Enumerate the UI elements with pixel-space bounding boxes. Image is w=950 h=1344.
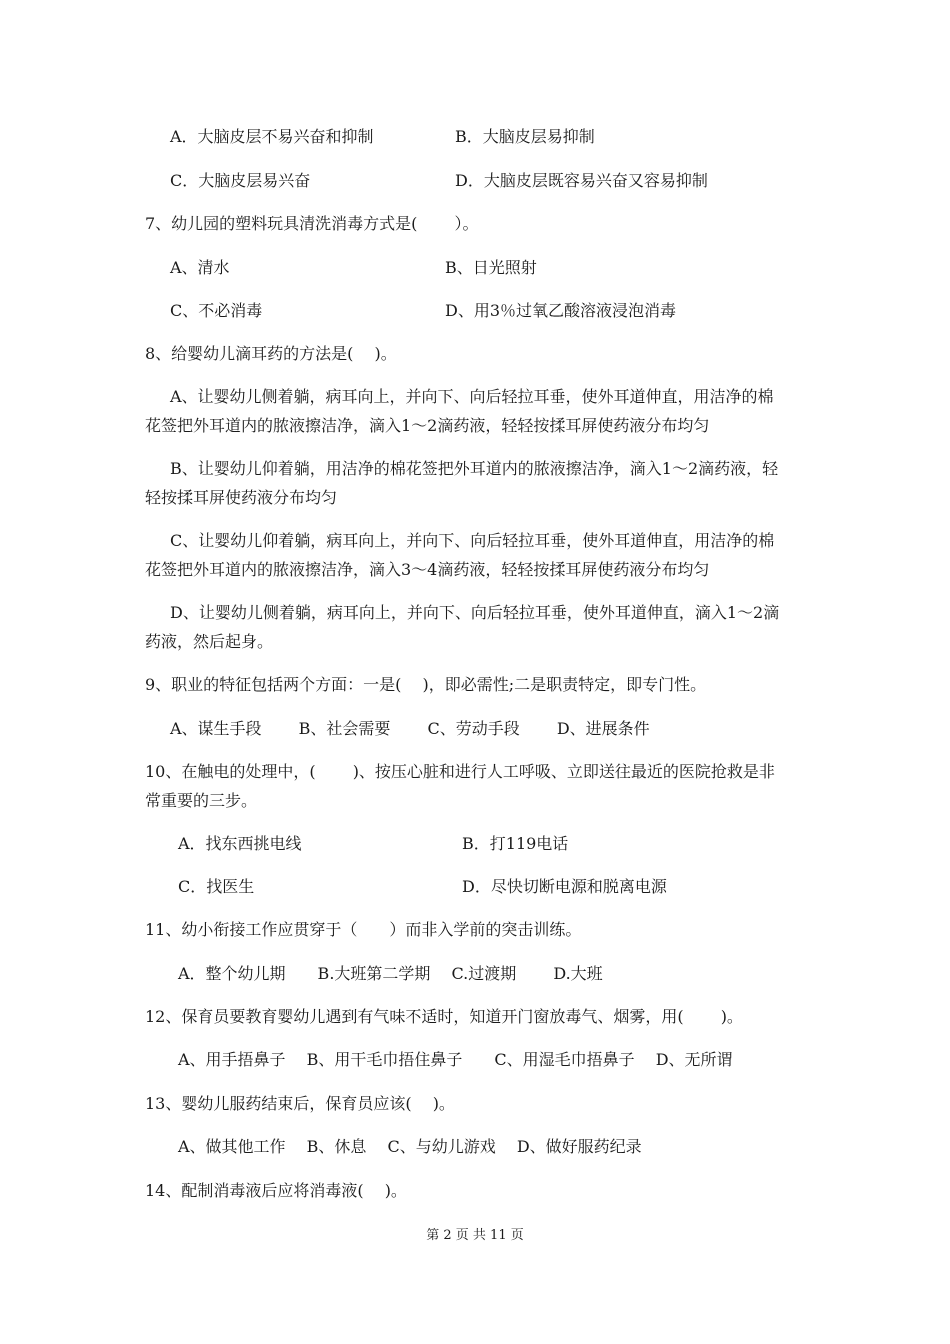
q14-stem: 14、配制消毒液后应将消毒液( )。 xyxy=(145,1181,407,1200)
q10-option-b: B．打119电话 xyxy=(462,834,569,853)
q8-option-a-line2: 花签把外耳道内的脓液擦洁净，滴入1～2滴药液，轻轻按揉耳屏使药液分布均匀 xyxy=(145,416,710,435)
q8-stem: 8、给婴幼儿滴耳药的方法是( )。 xyxy=(145,344,397,363)
q13-options: A、做其他工作 B、休息 C、与幼儿游戏 D、做好服药纪录 xyxy=(178,1137,642,1156)
q10-stem-line1: 10、在触电的处理中，( )、按压心脏和进行人工呼吸、立即送往最近的医院抢救是非 xyxy=(145,762,775,781)
q7-option-d: D、用3％过氧乙酸溶液浸泡消毒 xyxy=(445,301,677,320)
q6-option-c: C．大脑皮层易兴奋 xyxy=(170,171,311,190)
q6-option-d: D．大脑皮层既容易兴奋又容易抑制 xyxy=(455,171,708,190)
q6-option-a: A．大脑皮层不易兴奋和抑制 xyxy=(170,127,374,146)
q13-stem: 13、婴幼儿服药结束后，保育员应该( )。 xyxy=(145,1094,455,1113)
q12-options: A、用手捂鼻子 B、用干毛巾捂住鼻子 C、用湿毛巾捂鼻子 D、无所谓 xyxy=(178,1050,733,1069)
q12-stem: 12、保育员要教育婴幼儿遇到有气味不适时，知道开门窗放毒气、烟雾，用( )。 xyxy=(145,1007,743,1026)
q9-options: A、谋生手段 B、社会需要 C、劳动手段 D、进展条件 xyxy=(170,719,650,738)
q8-option-b-line2: 轻按揉耳屏使药液分布均匀 xyxy=(145,488,338,507)
q11-stem: 11、幼小衔接工作应贯穿于（ ）而非入学前的突击训练。 xyxy=(145,920,582,939)
q6-option-b: B．大脑皮层易抑制 xyxy=(455,127,595,146)
q7-option-c: C、不必消毒 xyxy=(170,301,263,320)
q8-option-d-line2: 药液，然后起身。 xyxy=(145,632,274,651)
q8-option-c-line1: C、让婴幼儿仰着躺，病耳向上，并向下、向后轻拉耳垂，使外耳道伸直，用洁净的棉 xyxy=(170,531,775,550)
q8-option-c-line2: 花签把外耳道内的脓液擦洁净，滴入3～4滴药液，轻轻按揉耳屏使药液分布均匀 xyxy=(145,560,710,579)
q8-option-b-line1: B、让婴幼儿仰着躺，用洁净的棉花签把外耳道内的脓液擦洁净，滴入1～2滴药液，轻 xyxy=(170,459,779,478)
q8-option-a-line1: A、让婴幼儿侧着躺，病耳向上，并向下、向后轻拉耳垂，使外耳道伸直，用洁净的棉 xyxy=(170,387,774,406)
q10-stem-line2: 常重要的三步。 xyxy=(145,791,258,810)
q10-option-d: D．尽快切断电源和脱离电源 xyxy=(462,877,667,896)
q7-option-a: A、清水 xyxy=(170,258,230,277)
q7-option-b: B、日光照射 xyxy=(445,258,537,277)
q7-stem: 7、幼儿园的塑料玩具清洗消毒方式是( ）。 xyxy=(145,214,479,233)
q11-options: A．整个幼儿期 B.大班第二学期 C.过渡期 D.大班 xyxy=(178,964,603,983)
q10-option-a: A．找东西挑电线 xyxy=(178,834,302,853)
q8-option-d-line1: D、让婴幼儿侧着躺，病耳向上，并向下、向后轻拉耳垂，使外耳道伸直，滴入1～2滴 xyxy=(170,603,780,622)
q9-stem: 9、职业的特征包括两个方面：一是( )，即必需性;二是职责特定，即专门性。 xyxy=(145,675,707,694)
page-footer: 第 2 页 共 11 页 xyxy=(426,1228,524,1243)
q10-option-c: C．找医生 xyxy=(178,877,255,896)
